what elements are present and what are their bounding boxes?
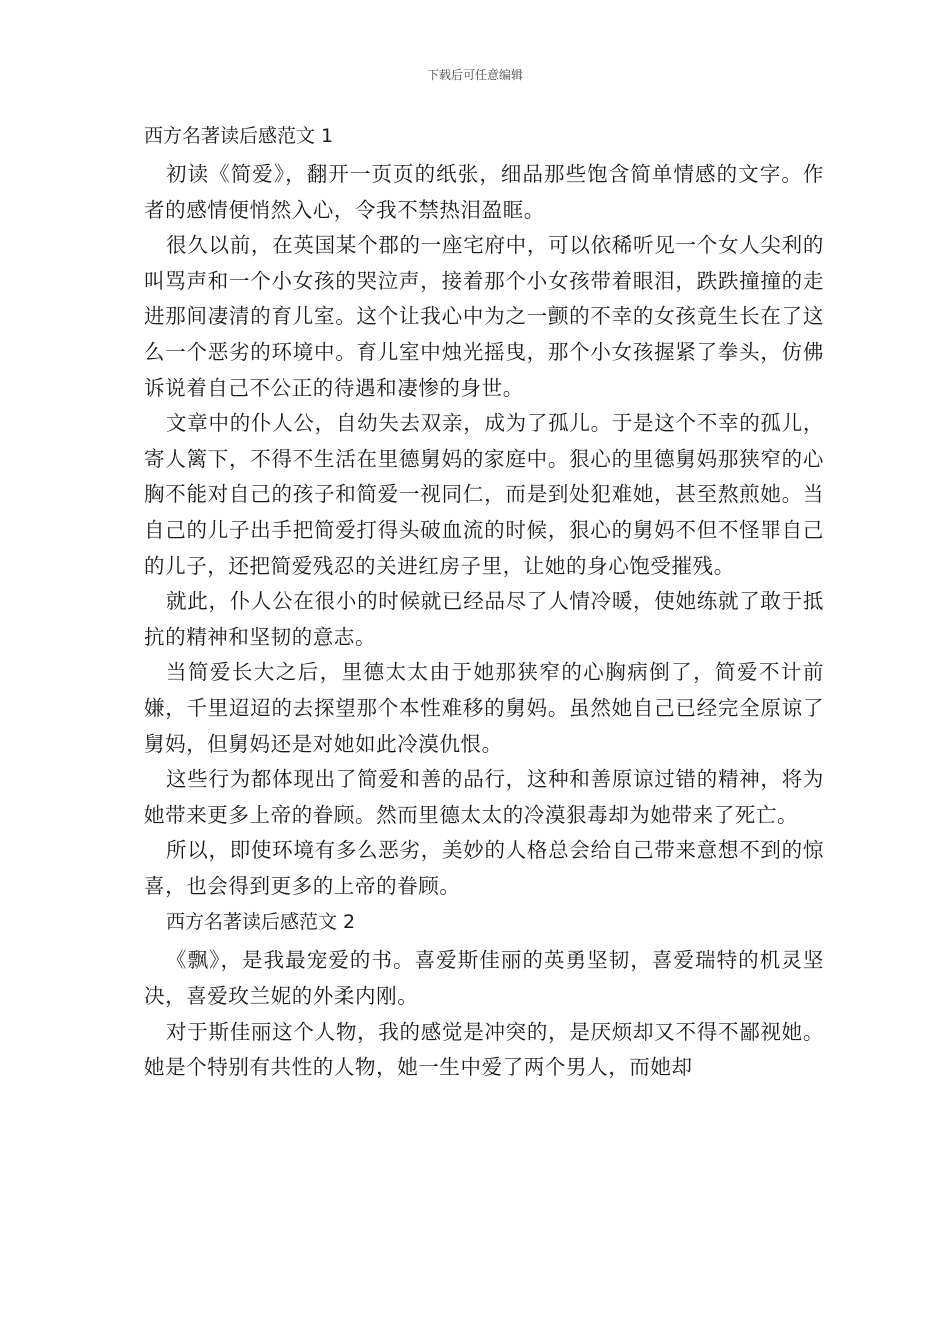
paragraph: 当简爱长大之后，里德太太由于她那狭窄的心胸病倒了，简爱不计前嫌，千里迢迢的去探望那个本性难移的舅妈。虽然她自己已经完全原谅了舅妈，但舅妈还是对她如此冷漠仇恨。 <box>144 660 824 756</box>
paragraph: 所以，即使环境有多么恶劣，美妙的人格总会给自己带来意想不到的惊喜，也会得到更多的上帝的眷顾。 <box>144 838 824 898</box>
paragraph: 初读《简爱》，翻开一页页的纸张，细品那些饱含简单情感的文字。作者的感情便悄然入心，令我不禁热泪盈眶。 <box>144 162 824 222</box>
paragraph: 这些行为都体现出了简爱和善的品行，这种和善原谅过错的精神，将为她带来更多上帝的眷顾。然而里德太太的冷漠狠毒却为她带来了死亡。 <box>144 767 824 827</box>
paragraph: 文章中的仆人公，自幼失去双亲，成为了孤儿。于是这个不幸的孤儿，寄人篱下，不得不生活在里德舅妈的家庭中。狠心的里德舅妈那狭窄的心胸不能对自己的孩子和简爱一视同仁，而是到处犯难她，甚至熬煎她。当自己的儿子出手把简爱打得头破血流的时候，狠心的舅妈不但不怪罪自己的儿子，还把简爱残忍的关进红房子里，让她的身心饱受摧残。 <box>144 411 824 578</box>
paragraph: 《飘》，是我最宠爱的书。喜爱斯佳丽的英勇坚韧，喜爱瑞特的机灵坚决，喜爱玫兰妮的外柔内刚。 <box>144 948 824 1009</box>
paragraph: 很久以前，在英国某个郡的一座宅府中，可以依稀听见一个女人尖利的叫骂声和一个小女孩的哭泣声，接着那个小女孩带着眼泪，跌跌撞撞的走进那间凄清的育儿室。这个让我心中为之一颤的不幸的女孩竟生长在了这么一个恶劣的环境中。育儿室中烛光摇曳，那个小女孩握紧了拳头，仿佛诉说着自己不公正的待遇和凄惨的身世。 <box>144 233 824 400</box>
document-body <box>144 122 824 1086</box>
paragraph: 就此，仆人公在很小的时候就已经品尽了人情冷暖，使她练就了敢于抵抗的精神和坚韧的意志。 <box>144 589 824 649</box>
section-title: 西方名著读后感范文 2 <box>166 911 356 934</box>
page-header: 下载后可任意编辑 <box>426 68 523 82</box>
section-title: 西方名著读后感范文 1 <box>144 125 334 147</box>
paragraph: 对于斯佳丽这个人物，我的感觉是冲突的，是厌烦却又不得不鄙视她。她是个特别有共性的人物，她一生中爱了两个男人，而她却 <box>144 1019 824 1080</box>
